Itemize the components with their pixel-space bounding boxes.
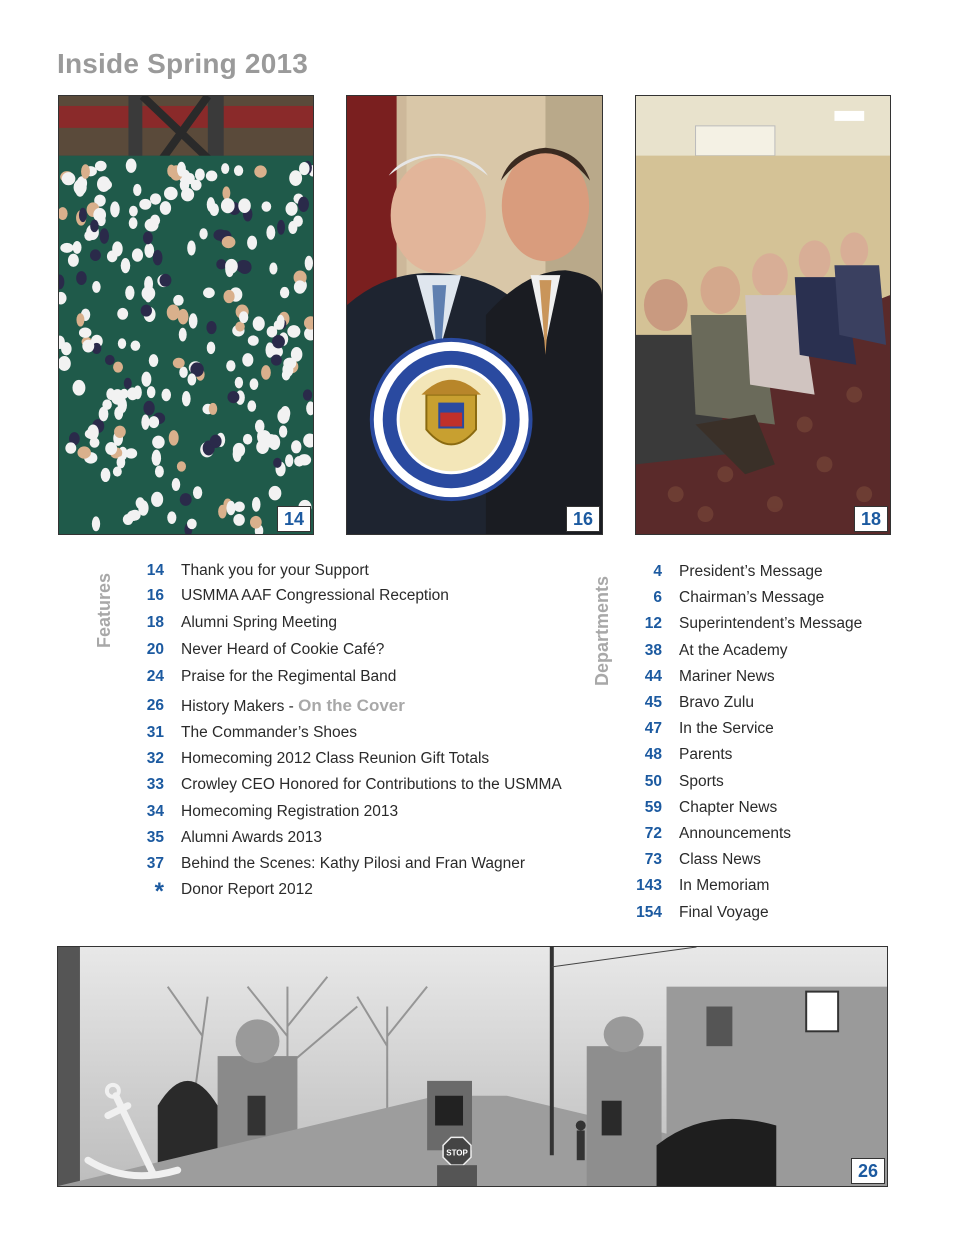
departments-item-page: 44 (644, 668, 662, 685)
features-item (130, 748, 590, 770)
departments-item (620, 849, 900, 871)
features-item (130, 827, 590, 849)
departments-item-title: Bravo Zulu (679, 694, 754, 711)
features-item (130, 560, 590, 582)
features-item-page: * (154, 878, 164, 905)
departments-list (620, 561, 900, 926)
departments-item (620, 640, 900, 662)
features-item-page: 18 (146, 614, 164, 631)
features-item (130, 666, 590, 688)
departments-label: Departments (592, 575, 612, 686)
features-item-title (181, 560, 369, 582)
features-item-title (181, 827, 322, 849)
features-item-title (181, 774, 562, 796)
features-item-title-text: Crowley CEO Honored for Contributions to the USMMA (181, 776, 562, 793)
on-the-cover-label: On the Cover (298, 696, 405, 715)
gate-image (58, 947, 887, 1186)
features-item-page: 34 (146, 803, 164, 820)
meeting-room-image (636, 96, 890, 534)
features-item-page: 20 (146, 641, 164, 658)
departments-item-page: 4 (653, 563, 662, 580)
features-list (130, 560, 590, 905)
features-item-title-text: Never Heard of Cookie Café? (181, 641, 385, 658)
features-item-page: 24 (146, 668, 164, 685)
features-item-title (181, 879, 313, 901)
departments-item-title: Announcements (679, 825, 792, 842)
features-item-title (181, 801, 398, 823)
departments-item-title: Mariner News (679, 668, 775, 685)
features-item-title-text: Homecoming Registration 2013 (181, 803, 399, 820)
congressional-reception-photo (346, 95, 603, 535)
features-item-title (181, 722, 357, 744)
features-item-title (181, 585, 449, 607)
departments-item-title: Chapter News (679, 799, 778, 816)
features-item-title-text: Homecoming 2012 Class Reunion Gift Totals (181, 750, 490, 767)
departments-item-title: In the Service (679, 720, 774, 737)
features-item-title-text: The Commander’s Shoes (181, 724, 358, 741)
departments-item-page: 143 (636, 877, 662, 894)
departments-item-page: 12 (644, 615, 662, 632)
features-item-title (181, 612, 337, 634)
departments-item-page: 45 (644, 694, 662, 711)
departments-item-page: 6 (653, 589, 662, 606)
stadium-cadets-image (59, 96, 313, 534)
departments-item-page: 38 (644, 642, 662, 659)
departments-item (620, 718, 900, 740)
features-item-title-text: Thank you for your Support (181, 562, 369, 579)
features-item-page: 37 (146, 855, 164, 872)
departments-item (620, 875, 900, 897)
features-item-page: 32 (146, 750, 164, 767)
features-item-page: 26 (146, 697, 164, 714)
features-item (130, 878, 590, 905)
departments-item-page: 73 (644, 851, 662, 868)
features-item-page: 16 (146, 587, 164, 604)
features-item-title (181, 748, 489, 770)
departments-item-title: Class News (679, 851, 761, 868)
features-item-title (181, 695, 405, 718)
features-item-title (181, 666, 396, 688)
departments-item-title: Chairman’s Message (679, 589, 825, 606)
page-title: Inside Spring 2013 (57, 48, 309, 79)
page-badge-18: 18 (854, 506, 888, 532)
departments-item-page: 48 (644, 746, 662, 763)
features-item-title-text: Donor Report 2012 (181, 881, 313, 898)
features-item (130, 639, 590, 661)
departments-item-page: 72 (644, 825, 662, 842)
features-item (130, 774, 590, 796)
features-item-title (181, 639, 384, 661)
academy-gate-photo (57, 946, 888, 1187)
page-badge-26: 26 (851, 1158, 885, 1184)
departments-item-title: Sports (679, 773, 724, 790)
features-item (130, 695, 590, 717)
departments-item-page: 154 (636, 904, 662, 921)
features-item (130, 722, 590, 744)
features-item-page: 14 (146, 562, 164, 579)
departments-item-title: Superintendent’s Message (679, 615, 863, 632)
departments-item-title: At the Academy (679, 642, 788, 659)
departments-item (620, 666, 900, 688)
features-item-title (181, 853, 525, 875)
reception-image (347, 96, 602, 534)
departments-item (620, 797, 900, 819)
departments-item-title: In Memoriam (679, 877, 770, 894)
departments-item-page: 50 (644, 773, 662, 790)
features-item-title-text: History Makers - (181, 698, 299, 715)
departments-item (620, 744, 900, 766)
departments-item (620, 692, 900, 714)
features-item-page: 31 (146, 724, 164, 741)
features-label: Features (94, 572, 114, 648)
page-badge-14: 14 (277, 506, 311, 532)
stadium-cadets-photo (58, 95, 314, 535)
departments-item-page: 47 (644, 720, 662, 737)
departments-item-title: Parents (679, 746, 733, 763)
features-item (130, 585, 590, 607)
features-item-page: 33 (146, 776, 164, 793)
departments-item (620, 613, 900, 635)
departments-item (620, 902, 900, 924)
departments-item (620, 771, 900, 793)
alumni-meeting-photo (635, 95, 891, 535)
features-item (130, 853, 590, 875)
features-item-page: 35 (146, 829, 164, 846)
departments-item-title: Final Voyage (679, 904, 769, 921)
departments-item-page: 59 (644, 799, 662, 816)
page-badge-16: 16 (566, 506, 600, 532)
features-item (130, 612, 590, 634)
features-item-title-text: Behind the Scenes: Kathy Pilosi and Fran Wagner (181, 855, 526, 872)
features-item-title-text: Praise for the Regimental Band (181, 668, 397, 685)
features-item-title-text: Alumni Awards 2013 (181, 829, 323, 846)
departments-item (620, 587, 900, 609)
stop-sign-text: STOP (446, 1148, 468, 1158)
features-item-title-text: USMMA AAF Congressional Reception (181, 587, 449, 604)
departments-item-title: President’s Message (679, 563, 823, 580)
features-item-title-text: Alumni Spring Meeting (181, 614, 337, 631)
departments-item (620, 561, 900, 583)
departments-item (620, 823, 900, 845)
features-item (130, 801, 590, 823)
